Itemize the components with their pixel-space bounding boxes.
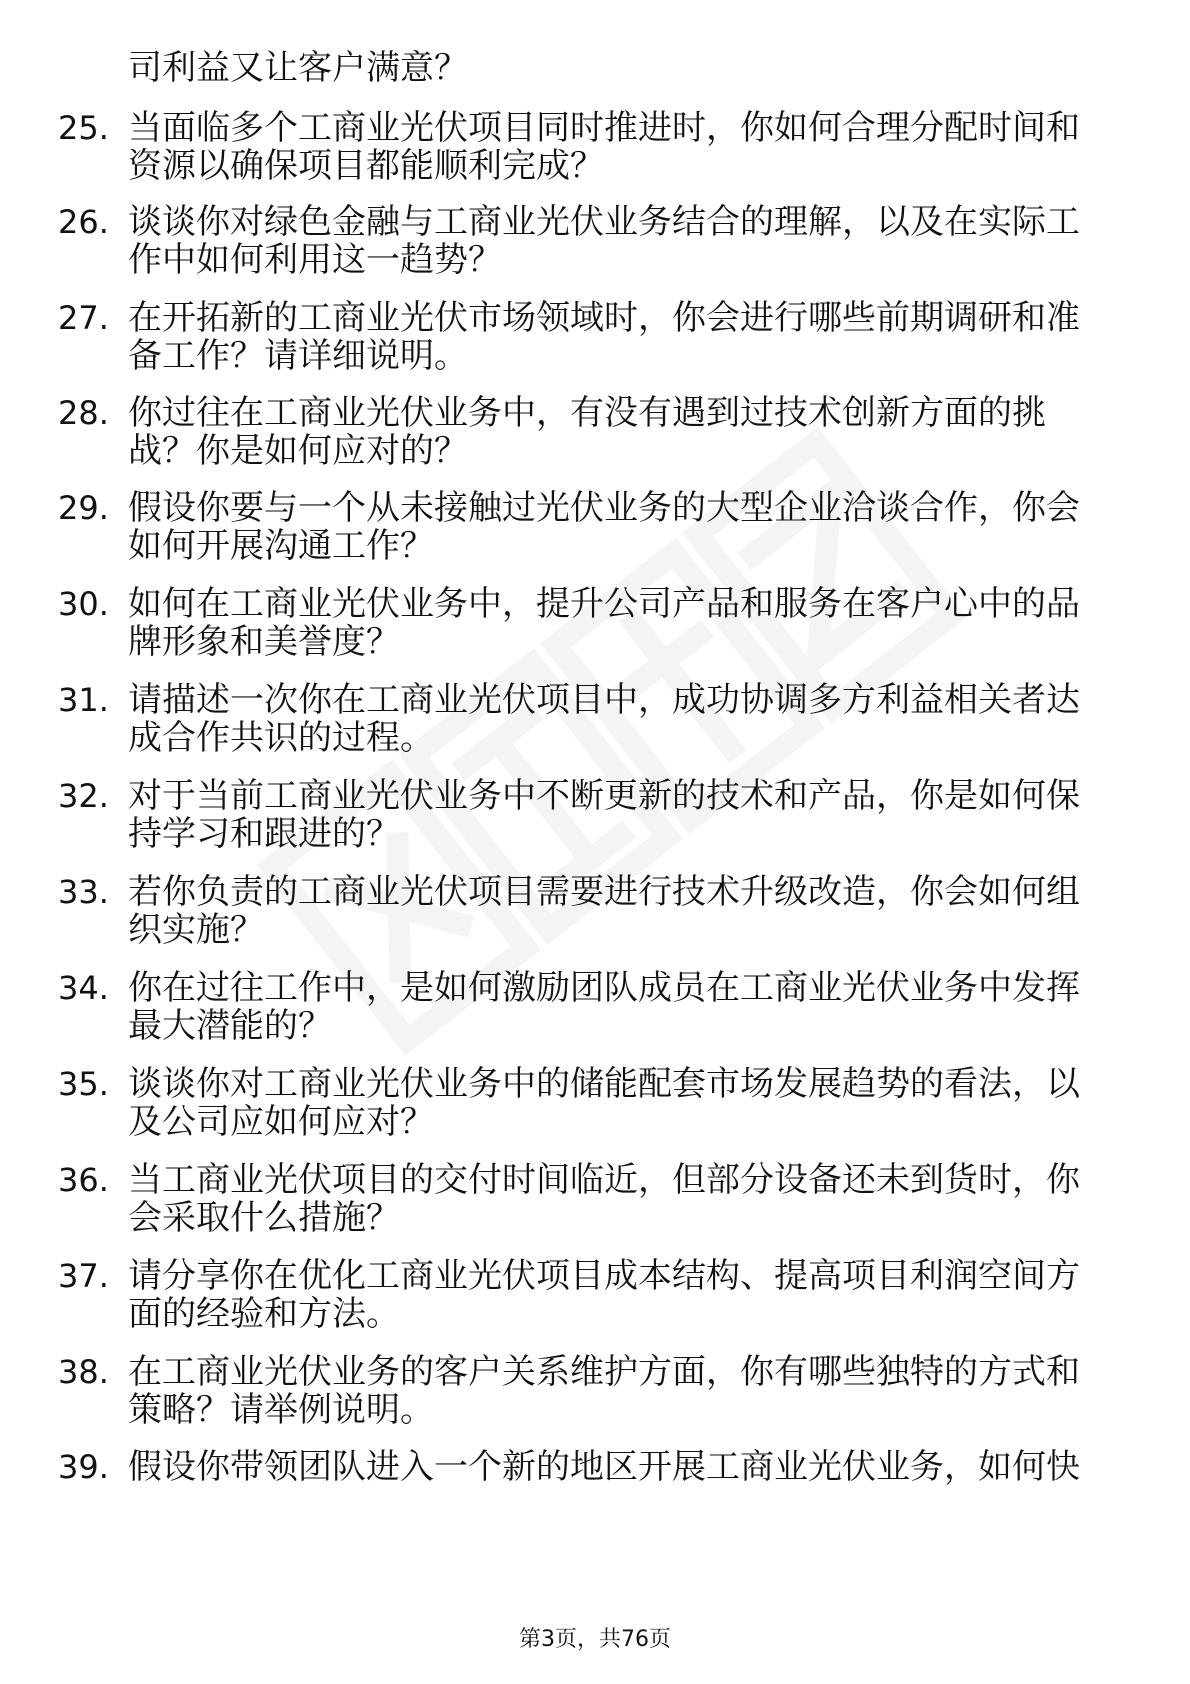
question-line: 对于当前工商业光伏业务中不断更新的技术和产品，你是如何保 bbox=[128, 776, 1080, 816]
question-number: 37. bbox=[58, 1257, 109, 1295]
question-line: 备工作？请详细说明。 bbox=[128, 336, 468, 376]
question-line: 策略？请举例说明。 bbox=[128, 1390, 434, 1430]
question-number: 26. bbox=[58, 203, 109, 241]
question-line: 战？你是如何应对的？ bbox=[128, 431, 468, 471]
question-line: 会采取什么措施？ bbox=[128, 1198, 400, 1238]
question-number: 32. bbox=[58, 777, 109, 815]
question-line: 在开拓新的工商业光伏市场领域时，你会进行哪些前期调研和准 bbox=[128, 298, 1080, 338]
question-line: 织实施？ bbox=[128, 910, 264, 950]
question-number: 36. bbox=[58, 1161, 109, 1199]
question-line: 资源以确保项目都能顺利完成？ bbox=[128, 146, 604, 186]
question-number: 30. bbox=[58, 585, 109, 623]
question-line: 当工商业光伏项目的交付时间临近，但部分设备还未到货时，你 bbox=[128, 1160, 1080, 1200]
question-line: 作中如何利用这一趋势？ bbox=[128, 240, 502, 280]
page-footer: 第3页，共76页 bbox=[519, 1627, 671, 1652]
question-number: 29. bbox=[58, 489, 109, 527]
continued-line: 司利益又让客户满意？ bbox=[128, 48, 468, 88]
question-line: 及公司应如何应对？ bbox=[128, 1102, 434, 1142]
question-number: 28. bbox=[58, 394, 109, 432]
question-number: 34. bbox=[58, 969, 109, 1007]
question-line: 你过往在工商业光伏业务中，有没有遇到过技术创新方面的挑 bbox=[128, 393, 1046, 433]
question-line: 谈谈你对工商业光伏业务中的储能配套市场发展趋势的看法，以 bbox=[128, 1064, 1080, 1104]
question-number: 35. bbox=[58, 1065, 109, 1103]
question-line: 假设你要与一个从未接触过光伏业务的大型企业洽谈合作，你会 bbox=[128, 488, 1080, 528]
question-line: 当面临多个工商业光伏项目同时推进时，你如何合理分配时间和 bbox=[128, 108, 1080, 148]
question-line: 若你负责的工商业光伏项目需要进行技术升级改造，你会如何组 bbox=[128, 872, 1080, 912]
question-line: 最大潜能的？ bbox=[128, 1006, 332, 1046]
question-line: 请描述一次你在工商业光伏项目中，成功协调多方利益相关者达 bbox=[128, 680, 1080, 720]
question-number: 33. bbox=[58, 873, 109, 911]
question-number: 38. bbox=[58, 1353, 109, 1391]
question-number: 31. bbox=[58, 681, 109, 719]
question-number: 27. bbox=[58, 299, 109, 337]
question-line: 请分享你在优化工商业光伏项目成本结构、提高项目利润空间方 bbox=[128, 1256, 1080, 1296]
question-number: 39. bbox=[58, 1448, 109, 1486]
question-line: 牌形象和美誉度？ bbox=[128, 622, 400, 662]
question-line: 假设你带领团队进入一个新的地区开展工商业光伏业务，如何快 bbox=[128, 1447, 1080, 1487]
question-line: 持学习和跟进的？ bbox=[128, 814, 400, 854]
question-line: 在工商业光伏业务的客户关系维护方面，你有哪些独特的方式和 bbox=[128, 1352, 1080, 1392]
question-number: 25. bbox=[58, 109, 109, 147]
question-line: 面的经验和方法。 bbox=[128, 1294, 400, 1334]
question-line: 如何开展沟通工作？ bbox=[128, 526, 434, 566]
question-line: 谈谈你对绿色金融与工商业光伏业务结合的理解，以及在实际工 bbox=[128, 202, 1080, 242]
question-line: 成合作共识的过程。 bbox=[128, 718, 434, 758]
question-line: 如何在工商业光伏业务中，提升公司产品和服务在客户心中的品 bbox=[128, 584, 1080, 624]
question-line: 你在过往工作中，是如何激励团队成员在工商业光伏业务中发挥 bbox=[128, 968, 1080, 1008]
